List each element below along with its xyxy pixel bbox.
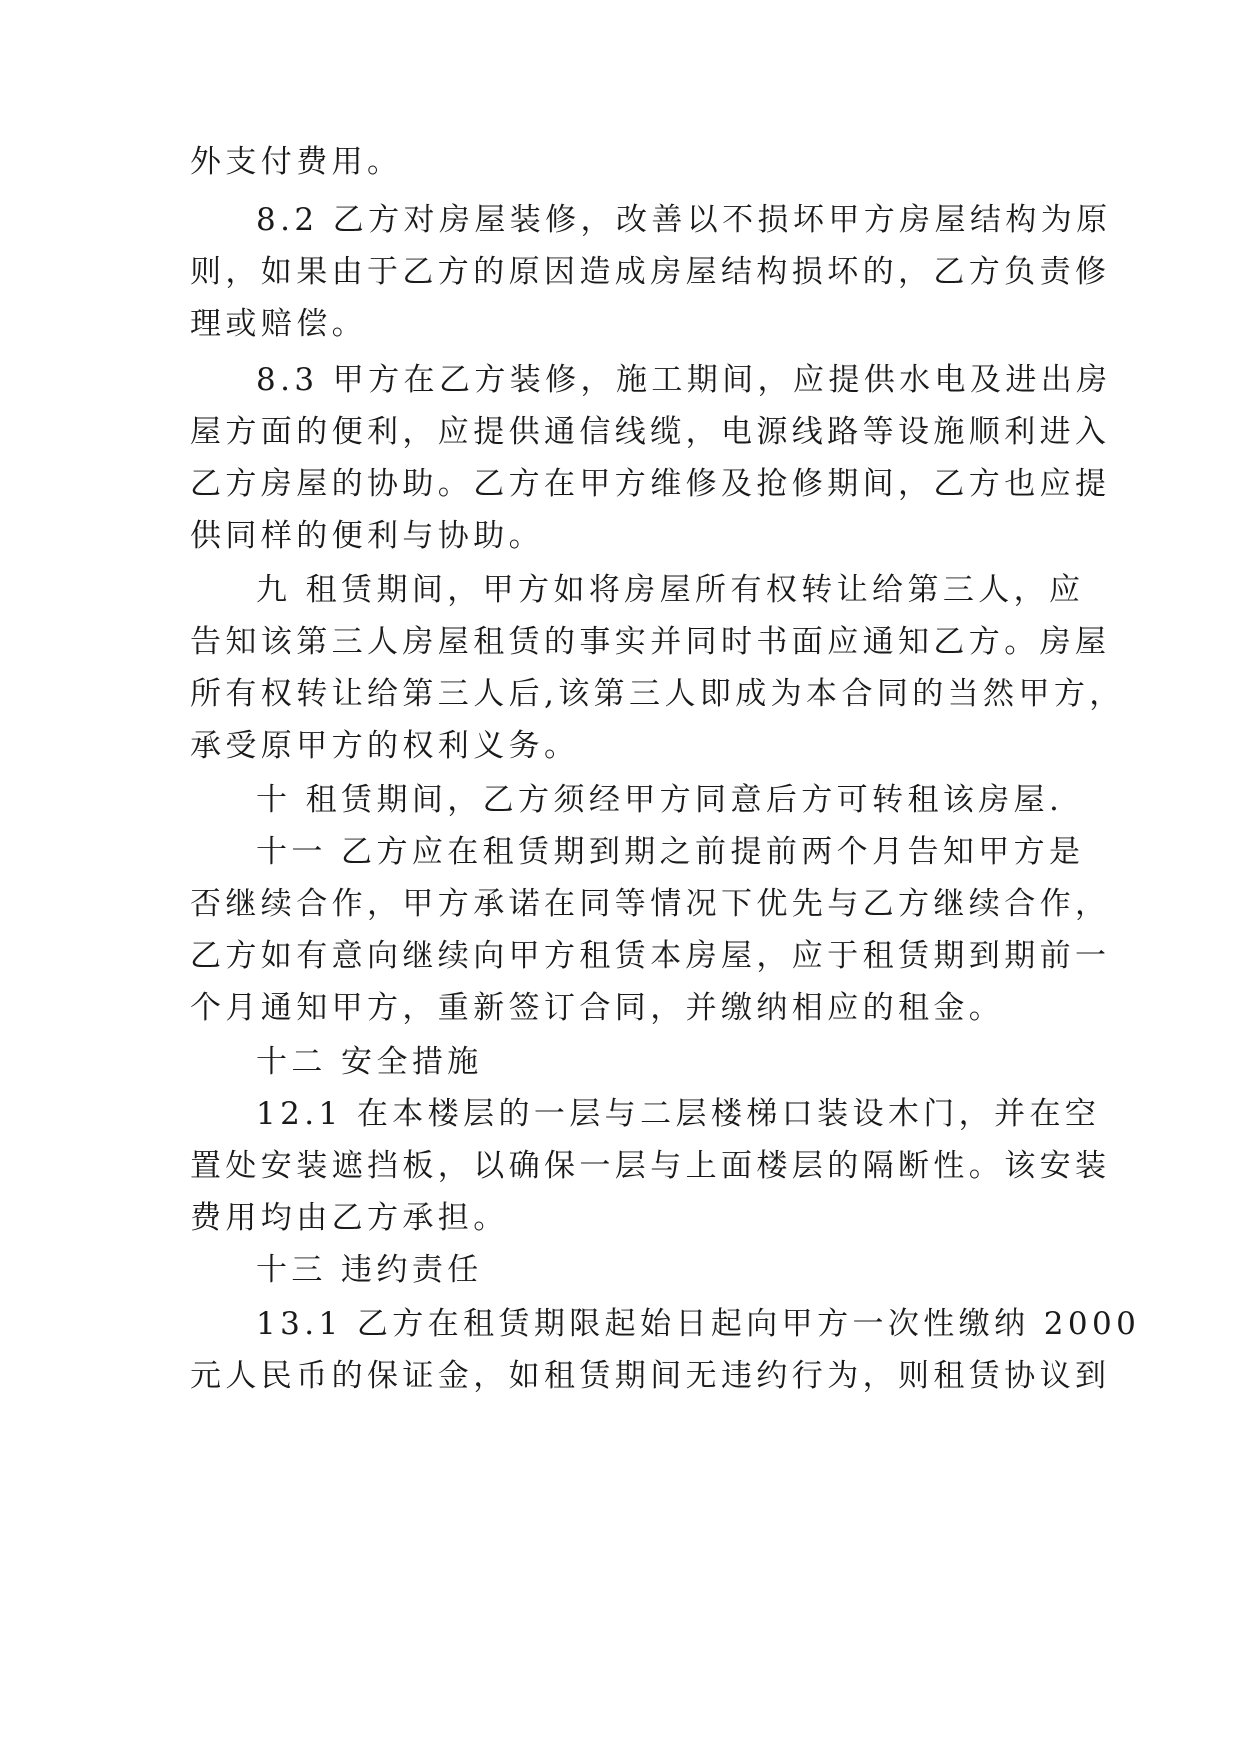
text-line: 屋方面的便利，应提供通信线缆，电源线路等设施顺利进入 <box>190 414 1111 450</box>
paragraph-8-2-start: 8.2 乙方对房屋装修，改善以不损坏甲方房屋结构为原 <box>256 202 1112 238</box>
text-line: 则，如果由于乙方的原因造成房屋结构损坏的，乙方负责修 <box>190 254 1111 290</box>
text-line: 个月通知甲方，重新签订合同，并缴纳相应的租金。 <box>190 990 1005 1026</box>
clause-11-start: 十一 乙方应在租赁期到期之前提前两个月告知甲方是 <box>256 834 1085 870</box>
text-line: 元人民币的保证金，如租赁期间无违约行为，则租赁协议到 <box>190 1358 1111 1394</box>
text-line: 告知该第三人房屋租赁的事实并同时书面应通知乙方。房屋 <box>190 624 1111 660</box>
text-line: 承受原甲方的权利义务。 <box>190 728 580 764</box>
text-line: 乙方房屋的协助。乙方在甲方维修及抢修期间，乙方也应提 <box>190 466 1111 502</box>
text-line: 所有权转让给第三人后,该第三人即成为本合同的当然甲方， <box>190 676 1125 712</box>
text-line: 供同样的便利与协助。 <box>190 518 544 554</box>
text-line: 理或赔偿。 <box>190 306 367 342</box>
text-line: 外支付费用。 <box>190 144 403 180</box>
paragraph-12-1-start: 12.1 在本楼层的一层与二层楼梯口装设木门，并在空 <box>256 1096 1101 1132</box>
text-line: 否继续合作，甲方承诺在同等情况下优先与乙方继续合作， <box>190 886 1111 922</box>
text-line: 乙方如有意向继续向甲方租赁本房屋，应于租赁期到期前一 <box>190 938 1111 974</box>
clause-12-heading: 十二 安全措施 <box>256 1044 483 1080</box>
clause-9-start: 九 租赁期间，甲方如将房屋所有权转让给第三人，应 <box>256 572 1085 608</box>
paragraph-8-3-start: 8.3 甲方在乙方装修，施工期间，应提供水电及进出房 <box>256 362 1112 398</box>
text-line: 置处安装遮挡板，以确保一层与上面楼层的隔断性。该安装 <box>190 1148 1111 1184</box>
text-line: 费用均由乙方承担。 <box>190 1200 509 1236</box>
clause-13-heading: 十三 违约责任 <box>256 1252 483 1288</box>
paragraph-13-1-start: 13.1 乙方在租赁期限起始日起向甲方一次性缴纳 2000 <box>256 1306 1141 1342</box>
clause-10: 十 租赁期间，乙方须经甲方同意后方可转租该房屋. <box>256 782 1064 818</box>
